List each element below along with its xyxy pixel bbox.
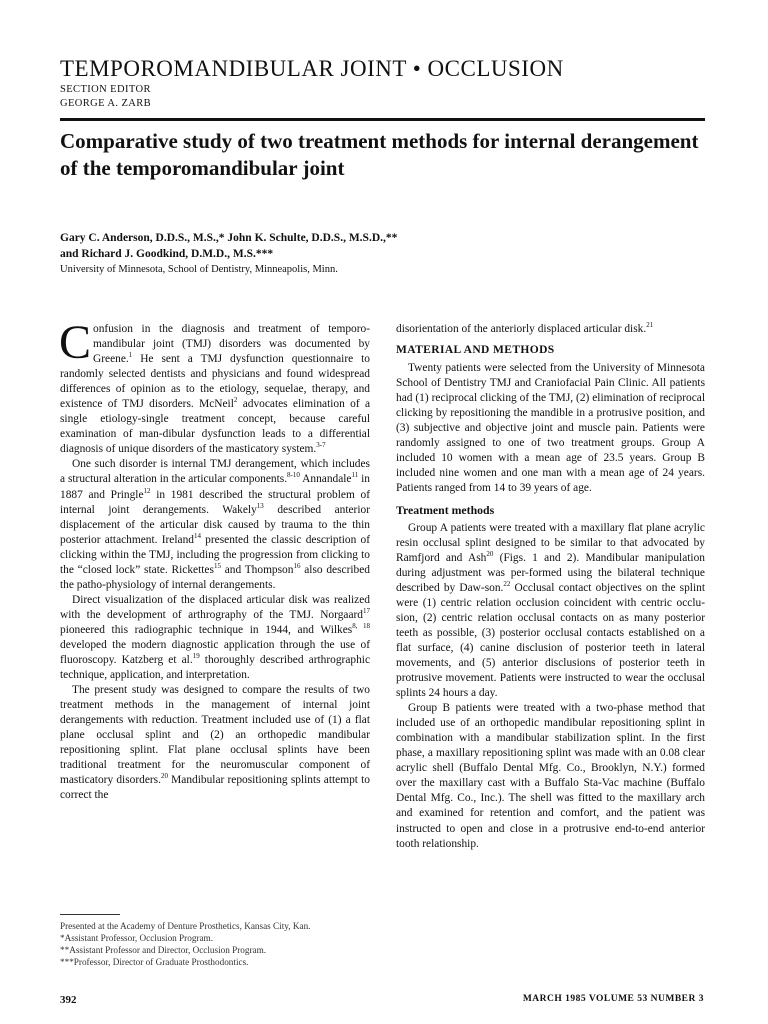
body-paragraph: Group B patients were treated with a two-phase method that included use of an orthopedic mandibular repositioning splint in combination with a mandibular stabilization splint. In the first phase, a maxillary repositioning splint was made with an 0.08 clear acrylic shell (Buffalo Dental Mfg. Co., Brooklyn, N.Y.) formed over the maxillary cast with a Buffalo Sta-Vac machine (Buffalo Dental Mfg. Co., Inc.). The shell was fitted to the maxillary arch and examined for retention and comfort, and the patient was instructed to open and close in a protrusive end-to-end anterior tooth relationship. <box>396 702 705 850</box>
footnote: ***Professor, Director of Graduate Prosthodontics. <box>60 957 249 967</box>
section-heading: MATERIAL AND METHODS <box>396 344 555 357</box>
body-paragraph: Twenty patients were selected from the University of Minnesota School of Dentistry TMJ and Craniofacial Pain Clinic. All patients had (1) reciprocal clicking of the TMJ, (2) elimination of reciprocal clicking by repositioning the mandible in a protrusive position, and (3) subjective and objective joint and muscle pain. Patients were randomly assigned to one of two treatment groups. Group A included 10 women with a mean age of 23.5 years. Group B included nine women and one man with a mean age of 24 years. Patients ranged from 14 to 39 years of age. <box>396 362 705 495</box>
footnote: *Assistant Professor, Occlusion Program. <box>60 933 213 943</box>
header-rule <box>60 118 705 121</box>
footnote: **Assistant Professor and Director, Occlusion Program. <box>60 945 267 955</box>
drop-cap: C <box>59 316 92 369</box>
footnote: Presented at the Academy of Denture Prosthetics, Kansas City, Kan. <box>60 921 311 931</box>
section-editor-label: SECTION EDITOR <box>60 84 151 95</box>
body-paragraph: Direct visualization of the displaced articular disk was realized with the development of arthrography of the TMJ. Norgaard$^{17}$ pioneered this radiographic technique in 1944, and Wilkes$^{8, 18}$ developed the modern diagnostic application through the use of fluoroscopy. Katzberg et al.$^{19}$ thoroughly described arthrographic technique, application, and interpretation. <box>60 593 371 682</box>
article-title: Comparative study of two treatment methods for internal derangement of the temporomandibular joint <box>60 129 699 180</box>
body-paragraph: disorientation of the anteriorly displaced articular disk.$^{21}$ <box>396 321 654 335</box>
authors-line-1: Gary C. Anderson, D.D.S., M.S.,* John K. Schulte, D.D.S., M.S.D.,** <box>60 232 398 244</box>
body-paragraph: The present study was designed to compare the results of two treatment methods in the management of internal joint derangements with reduction. Treatment included use of (1) a flat plane occlusal splint and (2) an orthopedic mandibular repositioning splint. Flat plane occlusal splints have been traditional treatment for the neuromuscular component of masticatory disorders.$^{20}$ Mandibular repositioning splints attempt to correct the <box>60 684 371 802</box>
body-paragraph: Confusion in the diagnosis and treatment of temporo-mandibular joint (TMJ) disorders was documented by Greene.$^1$ He sent a TMJ dysfunction questionnaire to randomly selected dentists and physicians and found widespread differences of opinion as to the etiology, sequelae, therapy, and existence of TMJ disorders. McNeil$^2$ advocates elimination of a single etiology-single treatment concept, because careful examination of man-dibular dysfunction leads to a differential diagnosis of unique disorders of the masticatory system.$^{3-7}$ <box>59 316 370 456</box>
issue-info: MARCH 1985 VOLUME 53 NUMBER 3 <box>522 994 704 1004</box>
body-column-left <box>59 316 371 804</box>
body-column-right <box>396 322 705 852</box>
section-editor-name: GEORGE A. ZARB <box>60 98 152 109</box>
section-title: TEMPOROMANDIBULAR JOINT • OCCLUSION <box>60 56 564 81</box>
body-paragraph: One such disorder is internal TMJ derangement, which includes a structural alteration in the articular components.$^{8-10}$ Annandale$^{11}$ in 1887 and Pringle$^{12}$ in 1981 described the structural problem of internal joint derangements. Wakely$^{13}$ described anterior displacement of the articular disk caused by trauma to the thin posterior attachment. Ireland$^{14}$ presented the classic description of clicking within the TMJ, including the progression from clicking to the “closed lock” state. Rickettes$^{15}$ and Thompson$^{16}$ also described the patho-physiology of internal derangements. <box>60 458 371 591</box>
page-number: 392 <box>60 994 77 1006</box>
authors-line-2: and Richard J. Goodkind, D.M.D., M.S.*** <box>60 248 274 260</box>
footnote-rule <box>60 914 120 915</box>
affiliation: University of Minnesota, School of Dentistry, Minneapolis, Minn. <box>60 264 338 275</box>
subsection-heading: Treatment methods <box>396 502 495 517</box>
footnotes <box>60 920 370 968</box>
author-list <box>60 230 705 262</box>
body-paragraph: Group A patients were treated with a maxillary flat plane acrylic resin occlusal splint designed to be similar to that advocated by Ramfjord and Ash$^{20}$ (Figs. 1 and 2). Mandibular manipulation during adjustment was per-formed using the bilateral technique described by Daw-son.$^{22}$ Occlusal contact objectives on the splint were (1) centric relation occlusion coincident with centric occlu-sion, (2) centric relation occlusal contacts on as many posterior teeth as possible, (3) posterior occlusal contacts established on a flat surface, (4) canine disclusion of posterior teeth in lateral movements, and (5) anterior disclusions of posterior teeth in protrusive movement. Patients were instructed to wear the occlusal splints 24 hours a day. <box>396 521 705 700</box>
